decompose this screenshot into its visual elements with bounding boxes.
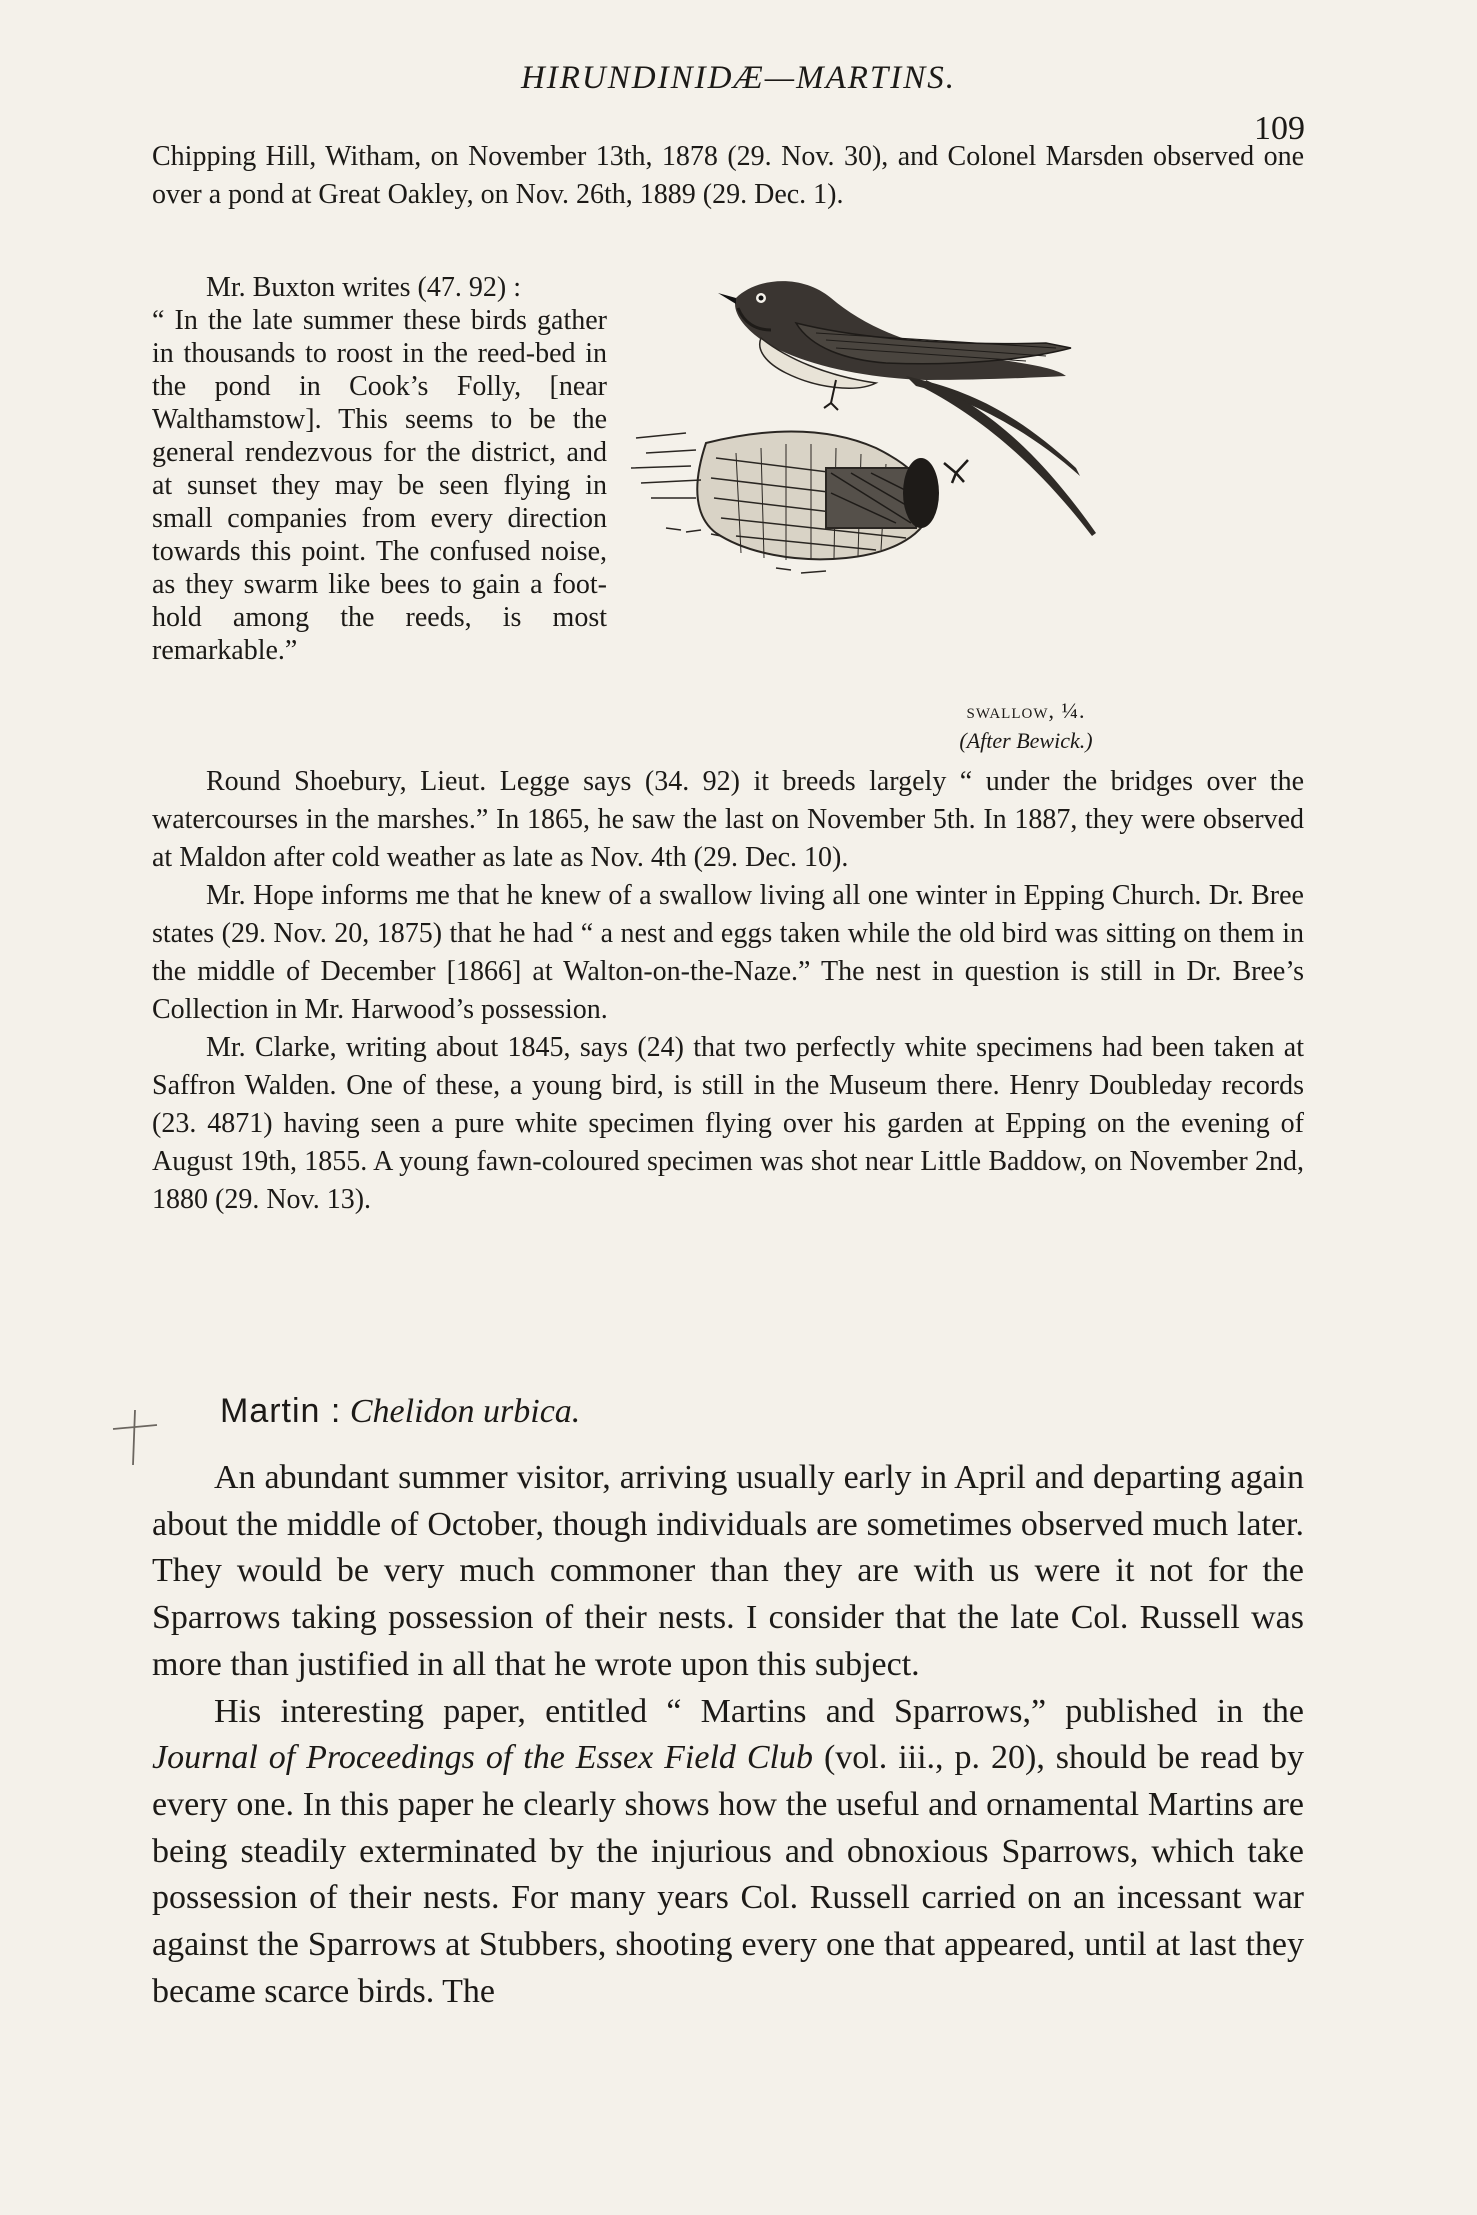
paragraph-epping-church: Mr. Hope informs me that he knew of a swallow living all one winter in Epping Church. Dr. Bree states (29. Nov. 20, 1875) that he had “ a nest and eggs taken while the old bird was sitting on them in the middle of December [1866] at Walton-on-the-Naze.” The nest in question is still in Dr. Bree’s Collection in Mr. Harwood’s possession. [152,880,1304,1025]
buxton-quote: “ In the late summer these birds gather in thousands to roost in the reed-bed in the pond in Cook’s Folly, [near Walthamstow]. This seems to be the general rendezvous for the district, and at sunset they may be seen flying in small companies from every direction towards this point. The confused noise, as they swarm like bees to gain a foot-hold among the reeds, is most remarkable.” [152,305,607,666]
species-common-name: Martin : [220,1392,342,1430]
opening-block [152,138,1304,214]
journal-title: Journal of Proceedings of the Essex Field Club [152,1739,813,1777]
buxton-lead: Mr. Buxton writes (47. 92) : [206,272,521,303]
opening-paragraph: Chipping Hill, Witham, on November 13th, 1878 (29. Nov. 30), and Colonel Marsden observed one over a pond at Great Oakley, on Nov. 26th, 1889 (29. Dec. 1). [152,141,1304,210]
section-heading [220,1392,580,1431]
running-title: HIRUNDINIDÆ—MARTINS. [520,60,957,96]
figure-caption-credit: (After Bewick.) [959,728,1093,753]
page-number: 109 [1254,110,1305,147]
paragraph-russell-paper [152,1689,1304,2016]
paragraph-martin-intro: An abundant summer visitor, arriving usually early in April and departing again about the middle of October, though individuals are sometimes observed much later. They would be very much commoner than they are with us were it not for the Sparrows taking possession of their nests. I consider that the late Col. Russell was more than justified in all that he wrote upon this subject. [152,1459,1304,1683]
paragraph-shoebury: Round Shoebury, Lieut. Legge says (34. 92) it breeds largely “ under the bridges over the watercourses in the marshes.” In 1865, he saw the last on November 5th. In 1887, they were observed at Maldon after cold weather as late as Nov. 4th (29. Dec. 10). [152,766,1304,873]
body-large [152,1455,1304,2015]
swallow-engraving-icon [626,268,1280,688]
figure-caption-title: swallow, ¼. [966,698,1086,723]
swallow-figure [626,268,1280,758]
body-small [152,763,1304,1219]
paragraph-white-specimens: Mr. Clarke, writing about 1845, says (24) that two perfectly white specimens had been taken at Saffron Walden. One of these, a young bird, is still in the Museum there. Henry Doubleday records (23. 4871) having seen a pure white specimen flying over his garden at Epping on the evening of August 19th, 1855. A young fawn-coloured specimen was shot near Little Baddow, on November 2nd, 1880 (29. Nov. 13). [152,1032,1304,1215]
paragraph-russell-text-a: His interesting paper, entitled “ Martins and Sparrows,” published in the [214,1692,1304,1730]
buxton-quote-column [152,271,607,667]
species-latin-name: Chelidon urbica. [349,1393,581,1430]
paragraph-russell-text-b: (vol. iii., p. 20), should be read by every one. In this paper he clearly shows how the useful and ornamental Martins are being steadily exterminated by the injurious and obnoxious Sparrows, which take possession of their nests. For many years Col. Russell carried on an incessant war against the Sparrows at Stubbers, shooting every one that appeared, until at last they became scarce birds. The [152,1739,1304,2010]
